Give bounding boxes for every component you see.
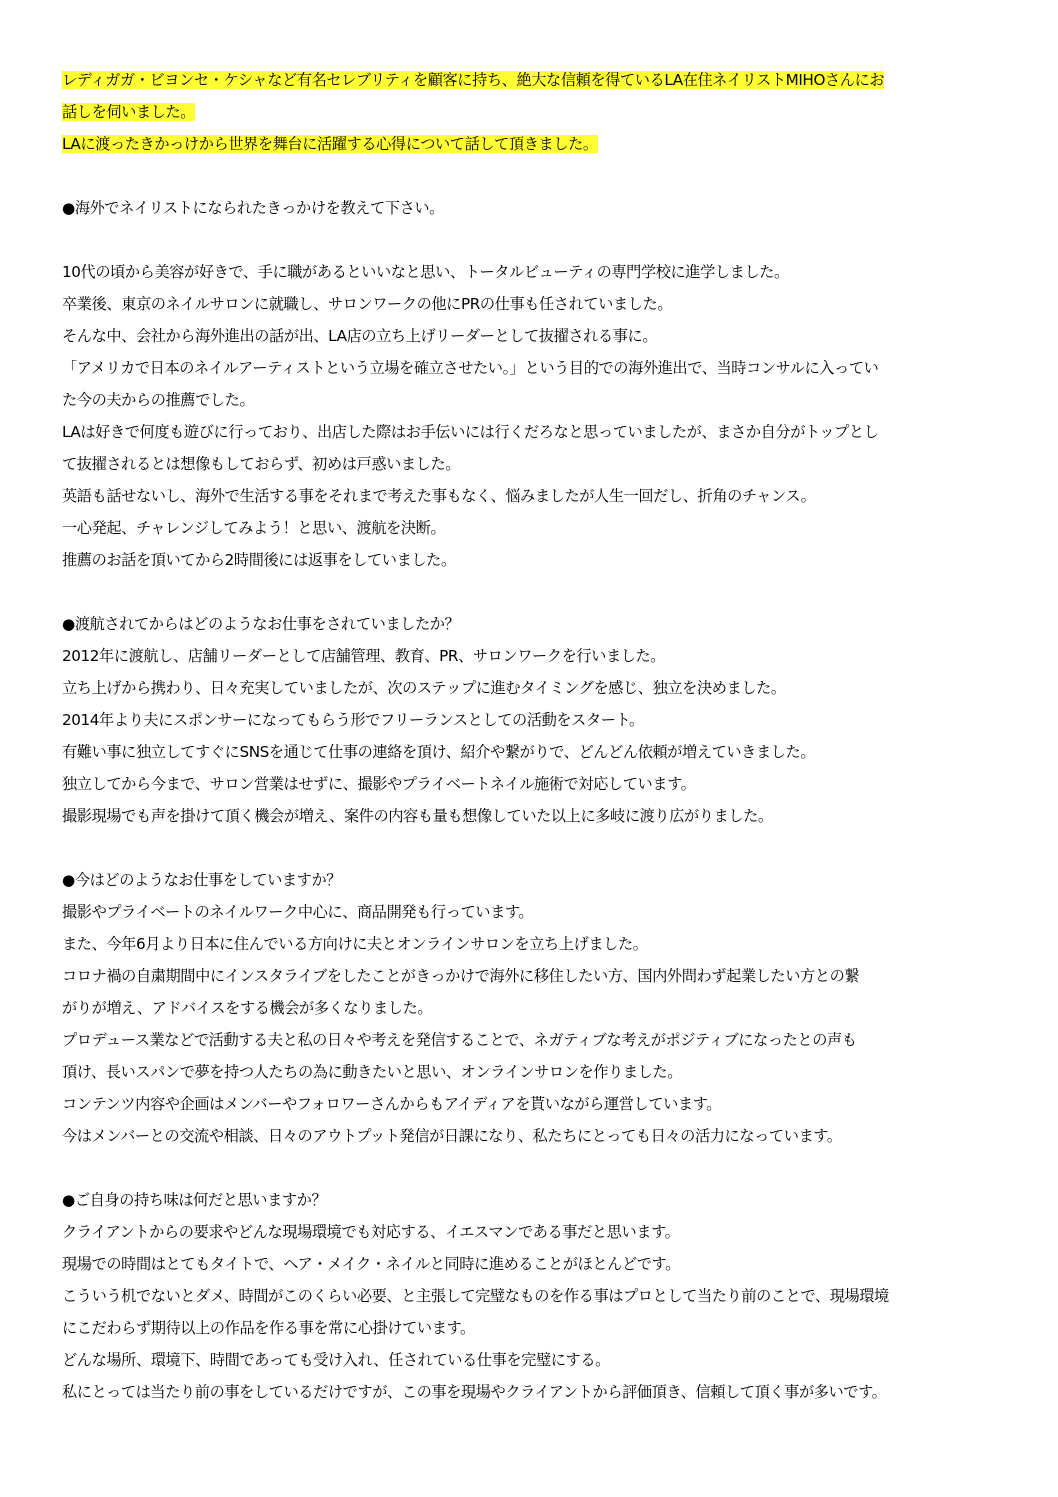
spacer (62, 576, 1012, 608)
answer-line: 卒業後、東京のネイルサロンに就職し、サロンワークの他にPRの仕事も任されていました。 (62, 295, 673, 313)
answer-line: 「アメリカで日本のネイルアーティストという立場を確立させたい。」という目的での海外進出で、当時コンサルに入ってい (62, 359, 879, 377)
answer-line: 有難い事に独立してすぐにSNSを通じて仕事の連絡を頂け、紹介や繋がりで、どんどん依頼が増えていきました。 (62, 743, 816, 761)
answer-line: 10代の頃から美容が好きで、手に職があるといいなと思い、トータルビューティの専門学校に進学しました。 (62, 263, 789, 281)
answer-line: 私にとっては当たり前の事をしているだけですが、この事を現場やクライアントから評価頂き、信頼して頂く事が多いです。 (62, 1383, 887, 1401)
answer-line: 現場での時間はとてもタイトで、ヘア・メイク・ネイルと同時に進めることがほとんどです。 (62, 1255, 680, 1273)
section-question: ●今はどのようなお仕事をしていますか？ (62, 871, 342, 889)
qa-section (62, 1184, 1012, 1408)
answer-line: コンテンツ内容や企画はメンバーやフォロワーさんからもアイディアを貰いながら運営しています。 (62, 1095, 722, 1113)
answer-line: 今はメンバーとの交流や相談、日々のアウトプット発信が日課になり、私たちにとっても日々の活力になっています。 (62, 1127, 842, 1145)
answer-line: た今の夫からの推薦でした。 (62, 391, 255, 409)
answer-line: こういう机でないとダメ、時間がこのくらい必要、と主張して完璧なものを作る事はプロとして当たり前のことで、現場環境 (62, 1287, 889, 1305)
answer-line: そんな中、会社から海外進出の話が出、LA店の立ち上げリーダーとして抜擢される事に。 (62, 327, 658, 345)
answer-line: 推薦のお話を頂いてから2時間後には返事をしていました。 (62, 551, 456, 569)
answer-line: 独立してから今まで、サロン営業はせずに、撮影やプライベートネイル施術で対応しています。 (62, 775, 696, 793)
intro-line: 話しを伺いました。 (62, 103, 196, 121)
answer-line: 英語も話せないし、海外で生活する事をそれまで考えた事もなく、悩みましたが人生一回だし、折角のチャンス。 (62, 487, 816, 505)
spacer (62, 1152, 1012, 1184)
intro-block (62, 64, 1012, 160)
qa-section (62, 192, 1012, 576)
answer-line: 撮影やプライベートのネイルワーク中心に、商品開発も行っています。 (62, 903, 534, 921)
article-body (62, 64, 1012, 1408)
answer-line: にこだわらず期待以上の作品を作る事を常に心掛けています。 (62, 1319, 475, 1337)
section-question: ●ご自身の持ち味は何だと思いますか？ (62, 1191, 327, 1209)
answer-line: プロデュース業などで活動する夫と私の日々や考えを発信することで、ネガティブな考えがポジティブになったとの声も (62, 1031, 857, 1049)
qa-section (62, 608, 1012, 832)
answer-line: 一心発起、チャレンジしてみよう！と思い、渡航を決断。 (62, 519, 446, 537)
spacer (62, 832, 1012, 864)
answer-line: 2012年に渡航し、店舗リーダーとして店舗管理、教育、PR、サロンワークを行いました。 (62, 647, 666, 665)
section-question: ●海外でネイリストになられたきっかけを教えて下さい。 (62, 199, 444, 217)
answer-line: がりが増え、アドバイスをする機会が多くなりました。 (62, 999, 433, 1017)
answer-line: 立ち上げから携わり、日々充実していましたが、次のステップに進むタイミングを感じ、独立を決めました。 (62, 679, 786, 697)
qa-section (62, 864, 1012, 1152)
intro-line: レディガガ・ビヨンセ・ケシャなど有名セレブリティを顧客に持ち、絶大な信頼を得ているLA在住ネイリストMIHOさんにお (62, 71, 885, 89)
answer-line: どんな場所、環境下、時間であっても受け入れ、任されている仕事を完璧にする。 (62, 1351, 610, 1369)
answer-line: 撮影現場でも声を掛けて頂く機会が増え、案件の内容も量も想像していた以上に多岐に渡り広がりました。 (62, 807, 773, 825)
answer-line: クライアントからの要求やどんな現場環境でも対応する、イエスマンである事だと思います。 (62, 1223, 680, 1241)
answer-line: 2014年より夫にスポンサーになってもらう形でフリーランスとしての活動をスタート。 (62, 711, 644, 729)
answer-line (62, 224, 1012, 256)
answer-line: LAは好きで何度も遊びに行っており、出店した際はお手伝いには行くだろなと思っていましたが、まさか自分がトップとし (62, 423, 879, 441)
answer-line: また、今年6月より日本に住んでいる方向けに夫とオンラインサロンを立ち上げました。 (62, 935, 648, 953)
answer-line: 頂け、長いスパンで夢を持つ人たちの為に動きたいと思い、オンラインサロンを作りました。 (62, 1063, 683, 1081)
section-question: ●渡航されてからはどのようなお仕事をされていましたか？ (62, 615, 460, 633)
intro-line: LAに渡ったきかっけから世界を舞台に活躍する心得について話して頂きました。 (62, 135, 598, 153)
spacer (62, 160, 1012, 192)
answer-line: コロナ禍の自粛期間中にインスタライブをしたことがきっかけで海外に移住したい方、国内外問わず起業したい方との繋 (62, 967, 860, 985)
answer-line: て抜擢されるとは想像もしておらず、初めは戸惑いました。 (62, 455, 461, 473)
